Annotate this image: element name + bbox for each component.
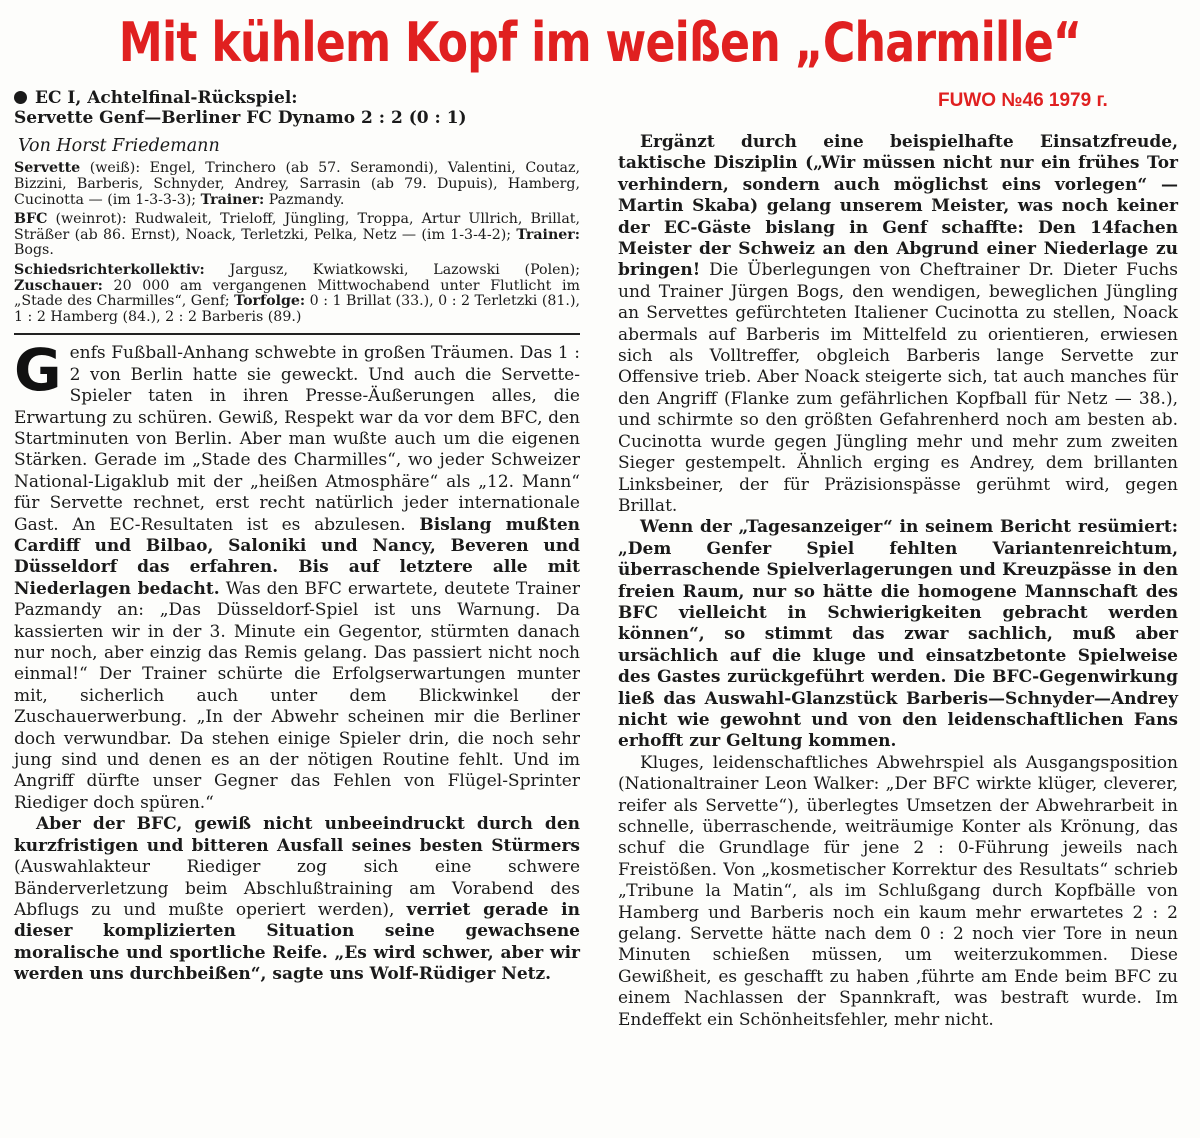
headline: Mit kühlem Kopf im weißen „Charmille“ (118, 11, 1082, 74)
byline: Von Horst Friedemann (18, 136, 220, 156)
match-header (14, 88, 580, 128)
bfc-trainer: Bogs. (14, 242, 54, 259)
paragraph-3: Ergänzt durch eine beispielhafte Einsatzfreude, taktische Disziplin („Wir müssen nicht nur ein frühes Tor verhindern, sondern auch möglichst eins vorlegen“ — Martin Skaba) gelang unserem Meister, was noch keiner der EC-Gäste bislang in Genf schaffte: Den 14fachen Meister der Schweiz an den Abgrund einer Niederlage zu bringen! Die Überlegungen von Cheftrainer Dr. Dieter Fuchs und Trainer Jürgen Bogs, den wendigen, beweglichen Jüngling an Servettes gefürchteten Italiener Cucinotta zu stellen, Noack abermals auf Barberis im Mittelfeld zu orientieren, erwiesen sich als Volltreffer, obgleich Barberis lange Servette zur Offensive trieb. Aber Noack steigerte sich, tat auch manches für den Angriff (Flanke zum gefährlichen Kopfball für Netz — 38.), und schirmte so den größten Gefahrenherd noch am besten ab. Cucinotta wurde gegen Jüngling mehr und mehr zum zweiten Sieger gestempelt. Ähnlich erging es Andrey, dem brillanten Linksbeiner, der für Präzisionspässe gerühmt wird, gegen Brillat. (618, 132, 1178, 516)
goals: 0 : 1 Brillat (33.), 0 : 2 Terletzki (81.), 1 : 2 Hamberg (84.), 2 : 2 Barberis (89.) (14, 293, 580, 325)
servette-trainer-label: Trainer: (200, 191, 265, 208)
bullet-icon (14, 91, 27, 104)
competition: EC I, Achtelfinal-Rückspiel: (35, 88, 298, 108)
source-tag: FUWO №46 1979 г. (938, 90, 1108, 111)
paragraph-2: Aber der BFC, gewiß nicht unbeeindruckt durch den kurzfristigen und bitteren Ausfall seines besten Stürmers (Auswahlakteur Riediger zog sich eine schwere Bänderverletzung beim Abschlußtraining am Vorabend des Abflugs zu und mußte operiert werden), verriet gerade in dieser komplizierten Situation seine gewachsene moralische und sportliche Reife. „Es wird schwer, aber wir werden uns durchbeißen“, sagte uns Wolf-Rüdiger Netz. (14, 814, 581, 985)
paragraph-5: Kluges, leidenschaftliches Abwehrspiel als Ausgangsposition (Nationaltrainer Leon Walker: „Der BFC wirkte klüger, cleverer, reifer als Servette“), überlegtes Umsetzen der Abwehrarbeit in schnelle, überraschende, weiträumige Konter als Krönung, das schuf die Grundlage für jene 2 : 0-Führung jeweils nach Freistößen. Von „kosmetischer Korrektur des Resultats“ schrieb „Tribune la Matin“, als im Schlußgang durch Kopfbälle von Hamberg und Barberis noch ein kaum mehr erwartetes 2 : 2 gelang. Servette hätte nach dem 0 : 2 noch vier Tore in neun Minuten schießen müssen, um weiterzukommen. Diese Gewißheit, es geschafft zu haben ‚führte am Ende beim BFC zu einem Nachlassen der Spannkraft, was bestraft wurde. Im Endeffekt ein Schönheitsfehler, mehr nicht. (618, 752, 1178, 1030)
servette-trainer: Pazmandy. (264, 191, 345, 208)
servette-players: (weiß): Engel, Trinchero (ab 57. Seramondi), Valentini, Coutaz, Bizzini, Barberis, Schnyder, Andrey, Sarrasin (ab 79. Dupuis), Hamberg, Cucinotta — (im 1-3-3-3); (14, 160, 580, 208)
match-officials (14, 263, 580, 325)
drop-cap: G (14, 336, 62, 405)
lineup-servette (14, 161, 580, 208)
paragraph-4: Wenn der „Tagesanzeiger“ in seinem Bericht resümiert: „Dem Genfer Spiel fehlten Variantenreichtum, überraschende Spielverlagerungen und Kreuzpässe in den freien Raum, nur so hätte die homogene Mannschaft des BFC vielleicht in Schwierigkeiten gebracht werden können“, so stimmt das zwar sachlich, muß aber ursächlich auf die kluge und einsatzbetonte Spielweise des Gastes zurückgeführt werden. Die BFC-Gegenwirkung ließ das Auswahl-Glanzstück Barberis—Schnyder—Andrey nicht wie gewohnt und von den leidenschaftlichen Fans erhofft zur Geltung kommen. (618, 517, 1178, 752)
match-result: Servette Genf—Berliner FC Dynamo 2 : 2 (0 : 1) (14, 108, 467, 128)
spectators-label: Zuschauer: (14, 277, 103, 294)
right-column (618, 132, 1178, 1132)
divider (14, 333, 580, 335)
lineup-bfc (14, 212, 580, 259)
spectators: 20 000 am vergangenen Mittwochabend unter Flutlicht im „Stade des Charmilles“, Genf; (14, 277, 580, 310)
goals-label: Torfolge: (234, 293, 306, 310)
referees: Jargusz, Kwiatkowski, Lazowski (Polen); (204, 261, 580, 278)
left-column (14, 88, 580, 1132)
referee-label: Schiedsrichterkollektiv: (14, 261, 205, 278)
bfc-label: BFC (14, 211, 48, 228)
servette-label: Servette (14, 160, 81, 177)
bfc-players: (weinrot): Rudwaleit, Trieloff, Jüngling, Troppa, Artur Ullrich, Brillat, Sträßer (ab 86. Ernst), Noack, Terletzki, Pelka, Netz — (im 1-3-4-2); (14, 211, 580, 243)
bfc-trainer-label: Trainer: (516, 226, 580, 243)
paragraph-1: Genfs Fußball-Anhang schwebte in großen Träumen. Das 1 : 2 von Berlin hatte sie geweckt. Und auch die Servette-Spieler taten in ihren Presse-Äußerungen alles, die Erwartung zu schüren. Gewiß, Respekt war da vor dem BFC, den Startminuten von Berlin. Aber man wußte auch um die eigenen Stärken. Gerade im „Stade des Charmilles“, wo jeder Schweizer National-Ligaklub mit der „heißen Atmosphäre“ als „12. Mann“ für Servette rechnet, erst recht natürlich jeder internationale Gast. An EC-Resultaten ist es abzulesen. Bislang mußten Cardiff und Bilbao, Saloniki und Nancy, Beveren und Düsseldorf das erfahren. Bis auf letztere alle mit Niederlagen bedacht. Was den BFC erwartete, deutete Trainer Pazmandy an: „Das Düsseldorf-Spiel ist uns Warnung. Da kassierten wir in der 3. Minute ein Gegentor, stürmten danach nur noch, aber einzig das Remis gelang. Das passiert nicht noch einmal!“ Der Trainer schürte die Erfolgserwartungen munter mit, sicherlich auch unter dem Blickwinkel der Zuschauerwerbung. „In der Abwehr scheinen mir die Berliner doch verwundbar. Da stehen einige Spieler drin, die noch sehr jung sind und denen es an der nötigen Routine fehlt. Und im Angriff dürfte unser Gegner das Fehlen von Flügel-Sprinter Riediger doch spüren.“ (14, 336, 580, 813)
